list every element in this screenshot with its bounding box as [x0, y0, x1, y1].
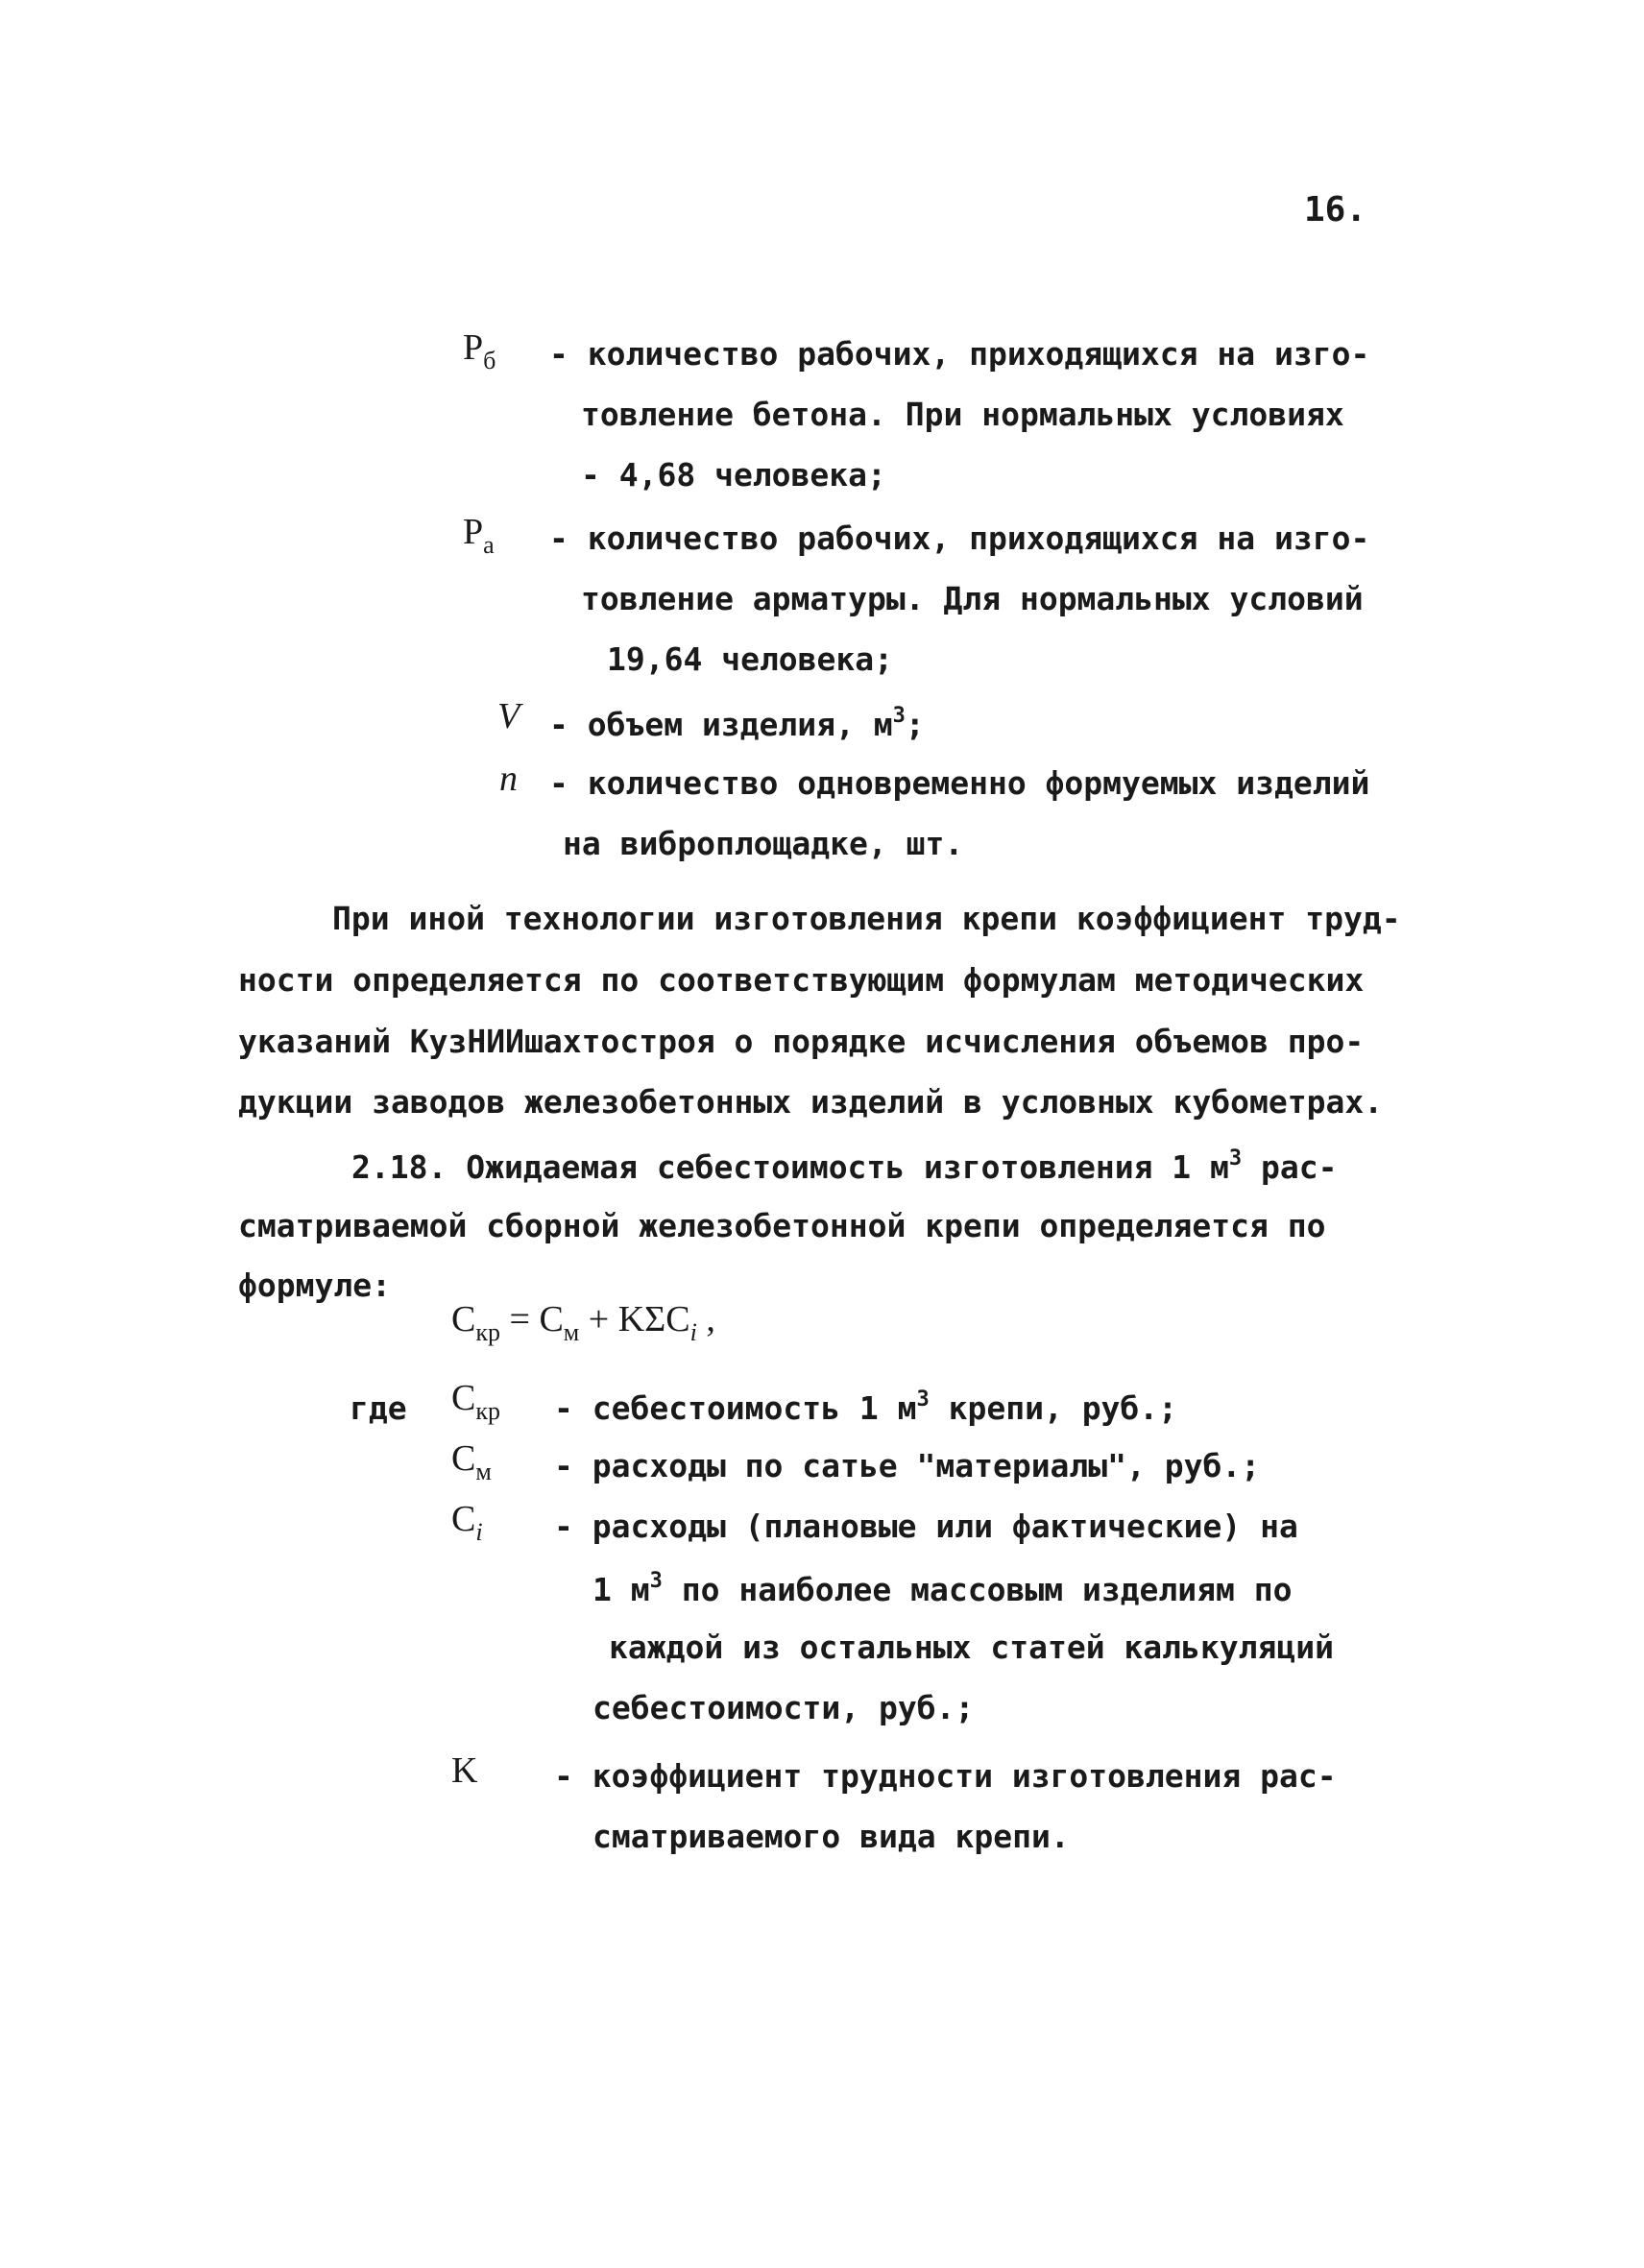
- def-ci-line-4: себестоимости, руб.;: [592, 1689, 975, 1726]
- def-n-line-2: на виброплощадке, шт.: [563, 825, 964, 862]
- def-ci-line-3: каждой из остальных статей калькуляций: [609, 1629, 1334, 1666]
- symbol-p-b: $P_б$: [463, 327, 496, 374]
- def-ci-line-2: 1 $м^3$ по наиболее массовым изделиям по: [592, 1569, 1293, 1608]
- symbol-v: V: [497, 696, 520, 736]
- symbol-n: n: [499, 759, 518, 799]
- def-k-line-1: - коэффициент трудности изготовления рас-: [554, 1757, 1337, 1795]
- para2-line-2: сматриваемой сборной железобетонной крепи определяется по: [238, 1207, 1326, 1244]
- def-pb-line-1: - количество рабочих, приходящихся на изго-: [549, 335, 1370, 373]
- para1-line-2: ности определяется по соответствующим формулам методических: [238, 961, 1365, 999]
- cost-formula: $C_{кр} = C_м + K\Sigma C_i$ ,: [451, 1299, 715, 1346]
- def-ckr-line: - себестоимость 1 $м^3$ крепи, руб.;: [554, 1387, 1178, 1427]
- def-pa-line-3: 19,64 человека;: [607, 640, 894, 678]
- def-pb-line-2: товление бетона. При нормальных условиях: [581, 396, 1344, 433]
- symbol-c-m: $C_м$: [451, 1438, 492, 1485]
- para1-line-4: дукции заводов железобетонных изделий в условных кубометрах.: [238, 1083, 1384, 1121]
- para2-line-1: 2.18. Ожидаемая себестоимость изготовления 1 $м^3$ рас-: [351, 1146, 1338, 1186]
- symbol-c-kr: $C_{кр}$: [451, 1378, 500, 1425]
- def-pb-line-3: - 4,68 человека;: [581, 456, 886, 494]
- symbol-c-i: $C_i$: [451, 1499, 483, 1546]
- def-v-line: - объем изделия, $м^3$;: [549, 704, 925, 743]
- def-pa-line-1: - количество рабочих, приходящихся на изго-: [549, 519, 1370, 557]
- def-pa-line-2: товление арматуры. Для нормальных условий: [581, 580, 1364, 617]
- def-k-line-2: сматриваемого вида крепи.: [592, 1818, 1070, 1855]
- para1-line-1: При иной технологии изготовления крепи коэффициент труд-: [332, 900, 1401, 937]
- def-n-line-1: - количество одновременно формуемых изделий: [549, 764, 1370, 802]
- def-cm-line: - расходы по сатье "материалы", руб.;: [554, 1447, 1261, 1484]
- page-number: 16.: [1304, 190, 1367, 229]
- def-ci-line-1: - расходы (плановые или фактические) на: [554, 1508, 1298, 1545]
- symbol-p-a: $P_а$: [463, 512, 495, 559]
- para1-line-3: указаний КузНИИшахтостроя о порядке исчисления объемов про-: [238, 1023, 1365, 1060]
- where-label: где: [350, 1389, 407, 1427]
- para2-line-3: формуле:: [238, 1267, 391, 1304]
- symbol-k: K: [451, 1750, 478, 1791]
